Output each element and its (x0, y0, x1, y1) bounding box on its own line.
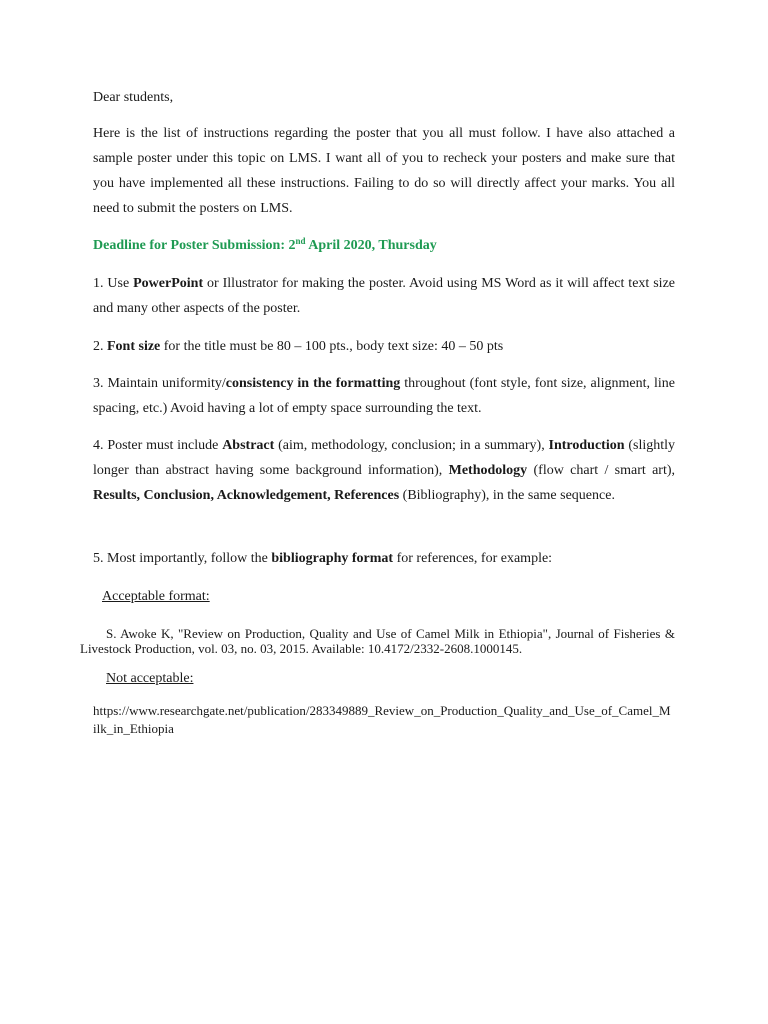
instruction-2-number: 2. (93, 339, 107, 354)
instruction-4-text-2: (slightly longer than abstract having some background information), (93, 438, 675, 478)
instruction-2-text: for the title must be 80 – 100 pts., body text size: 40 – 50 pts (160, 339, 504, 354)
intro-paragraph: Here is the list of instructions regarding the poster that you all must follow. I have also attached a sample poster under this topic on LMS. I want all of you to recheck your posters and make sure that you have implemented all these instructions. Failing to do so will directly affect your marks. You all need to submit the posters on LMS. (93, 126, 675, 216)
instruction-5-text: for references, for example: (393, 551, 553, 566)
instruction-5-bold: bibliography format (271, 551, 394, 566)
instruction-2-bold: Font size (107, 339, 161, 354)
instruction-4-bold-introduction: Introduction (548, 438, 625, 453)
acceptable-reference: S. Awoke K, "Review on Production, Quality and Use of Camel Milk in Ethiopia", Journal of Fisheries & Livestock Production, vol. 03, no. 03, 2015. Available: 10.4172/2332-2608.1000145. (80, 626, 675, 656)
instruction-1-bold: PowerPoint (133, 276, 204, 291)
not-acceptable-url: https://www.researchgate.net/publication/283349889_Review_on_Production_Quality_and_Use_of_Camel_Milk_in_Ethiopia (93, 703, 671, 736)
instruction-3-number: 3. Maintain uniformity/ (93, 376, 226, 391)
instruction-4-number: 4. Poster must include (93, 438, 223, 453)
instruction-4-bold-methodology: Methodology (448, 463, 528, 478)
deadline-suffix: April 2020, Thursday (305, 238, 437, 253)
deadline-prefix: Deadline for Poster Submission: 2 (93, 238, 296, 253)
deadline-heading (93, 233, 675, 258)
instruction-4-bold-sections: Results, Conclusion, Acknowledgement, References (93, 488, 400, 503)
instruction-1-text: or Illustrator for making the poster. Avoid using MS Word as it will affect text size and many other aspects of the poster. (93, 276, 675, 316)
instruction-2 (93, 334, 675, 359)
acceptable-format-label: Acceptable format: (102, 589, 210, 604)
instruction-5 (93, 546, 675, 571)
instruction-4-text-4: (Bibliography), in the same sequence. (399, 488, 615, 503)
instruction-4-text-3: (flow chart / smart art), (527, 463, 675, 478)
instruction-1-number: 1. Use (93, 276, 134, 291)
instruction-4-bold-abstract: Abstract (222, 438, 275, 453)
instruction-4-text-1: (aim, methodology, conclusion; in a summary), (274, 438, 549, 453)
instruction-4 (93, 433, 675, 508)
instruction-5-number: 5. Most importantly, follow the (93, 551, 272, 566)
instruction-3 (93, 371, 675, 421)
instruction-1 (93, 271, 675, 321)
not-acceptable-label: Not acceptable: (106, 671, 194, 686)
deadline-ordinal: nd (295, 236, 306, 246)
instruction-3-text: throughout (font style, font size, alignment, line spacing, etc.) Avoid having a lot of empty space surrounding the text. (93, 376, 675, 416)
instruction-3-bold: consistency in the formatting (225, 376, 401, 391)
greeting: Dear students, (93, 90, 174, 105)
